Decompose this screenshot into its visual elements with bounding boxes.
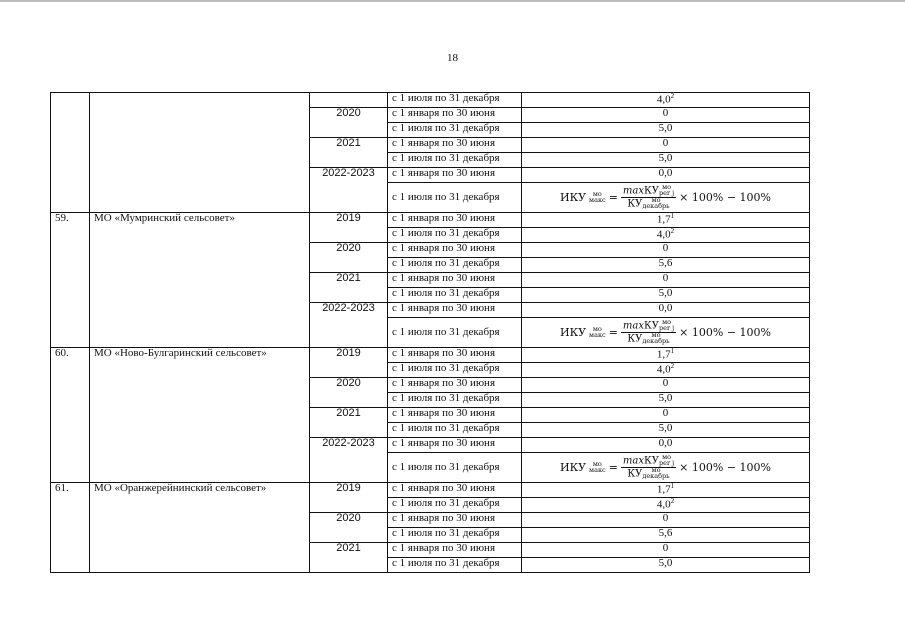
formula-num-sub: per j	[658, 459, 675, 468]
index-value: 1,7	[656, 348, 671, 361]
index-value-cell	[522, 498, 810, 513]
row-number-cell: 60.	[51, 348, 90, 483]
municipality-name-cell: МО «Ново-Булгаринский сельсовет»	[90, 348, 310, 483]
formula-lhs-sub: макс	[589, 465, 606, 474]
footnote-mark: 1	[670, 482, 675, 490]
municipality-name-cell	[90, 93, 310, 213]
formula-denominator	[625, 198, 671, 210]
year-cell: 2021	[310, 408, 388, 438]
index-value-cell	[522, 483, 810, 498]
period-cell: с 1 января по 30 июня	[388, 543, 522, 558]
year-cell: 2020	[310, 243, 388, 273]
index-value-cell	[522, 513, 810, 528]
index-value-cell	[522, 108, 810, 123]
formula-den-sup: мо	[651, 196, 661, 204]
index-value: 5,0	[658, 392, 673, 404]
formula-max: max	[622, 320, 644, 332]
index-value-cell	[522, 543, 810, 558]
formula-num-main: КУ	[644, 185, 659, 197]
formula-denominator	[625, 333, 671, 345]
top-border-line	[0, 0, 905, 2]
table-row	[51, 483, 810, 498]
footnote-mark: 2	[670, 92, 675, 100]
formula-num-sub: per j	[658, 189, 675, 198]
year-cell: 2021	[310, 273, 388, 303]
footnote-mark: 1	[670, 212, 675, 220]
period-cell: с 1 июля по 31 декабря	[388, 453, 522, 483]
period-cell: с 1 июля по 31 декабря	[388, 153, 522, 168]
index-value-cell	[522, 243, 810, 258]
period-cell: с 1 января по 30 июня	[388, 483, 522, 498]
period-cell: с 1 июля по 31 декабря	[388, 183, 522, 213]
formula-rhs: × 100% − 100%	[679, 461, 771, 474]
period-cell: с 1 января по 30 июня	[388, 378, 522, 393]
formula-max: max	[622, 185, 644, 197]
formula-den-indices	[642, 198, 669, 210]
index-value: 0	[662, 137, 669, 149]
formula-fraction	[621, 185, 676, 209]
index-value-cell	[522, 348, 810, 363]
index-value: 0,0	[658, 167, 673, 179]
index-value: 5,6	[658, 527, 673, 539]
footnote-mark: 1	[670, 347, 675, 355]
formula-lhs: ИКУ	[559, 326, 587, 339]
formula-rhs: × 100% − 100%	[679, 191, 771, 204]
period-cell: с 1 января по 30 июня	[388, 213, 522, 228]
row-number-cell: 61.	[51, 483, 90, 573]
formula-lhs-indices	[589, 189, 606, 204]
index-value: 0,0	[658, 302, 673, 314]
period-cell: с 1 июля по 31 декабря	[388, 558, 522, 573]
formula-lhs: ИКУ	[559, 191, 587, 204]
year-cell: 2022-2023	[310, 438, 388, 483]
period-cell: с 1 июля по 31 декабря	[388, 363, 522, 378]
index-value-cell	[522, 453, 810, 483]
municipality-name-cell: МО «Оранжерейнинский сельсовет»	[90, 483, 310, 573]
year-cell: 2022-2023	[310, 303, 388, 348]
index-value-cell	[522, 183, 810, 213]
period-cell: с 1 января по 30 июня	[388, 438, 522, 453]
formula-den-main: КУ	[627, 198, 643, 210]
index-value: 5,0	[658, 557, 673, 569]
index-value-cell	[522, 138, 810, 153]
formula-den-sup: мо	[651, 466, 661, 474]
index-value-cell	[522, 213, 810, 228]
formula-num-main: КУ	[644, 455, 659, 467]
index-value-cell	[522, 288, 810, 303]
formula-den-indices	[642, 468, 669, 480]
index-value: 1,7	[656, 213, 671, 226]
index-value: 5,0	[658, 152, 673, 164]
formula-num-sub: per j	[658, 324, 675, 333]
period-cell: с 1 января по 30 июня	[388, 348, 522, 363]
index-value: 4,0	[656, 363, 671, 376]
formula-rhs: × 100% − 100%	[679, 326, 771, 339]
formula-den-sub: декабрь	[642, 336, 670, 345]
index-value: 0	[662, 407, 669, 419]
formula-den-main: КУ	[627, 468, 643, 480]
index-value-cell	[522, 408, 810, 423]
formula-lhs-sub: макс	[589, 330, 606, 339]
period-cell: с 1 июля по 31 декабря	[388, 393, 522, 408]
year-cell: 2019	[310, 483, 388, 513]
year-cell: 2019	[310, 213, 388, 243]
period-cell: с 1 июля по 31 декабря	[388, 423, 522, 438]
formula-numerator	[621, 185, 676, 198]
formula-lhs-sup: мо	[592, 189, 602, 198]
index-value: 0	[662, 242, 669, 254]
formula-num-sup: мо	[662, 453, 672, 462]
footnote-mark: 2	[670, 362, 675, 370]
row-number-cell	[51, 93, 90, 213]
formula-den-indices	[642, 333, 669, 345]
year-cell: 2020	[310, 108, 388, 138]
index-value: 5,0	[658, 287, 673, 299]
formula-lhs-sup: мо	[592, 324, 602, 333]
formula-lhs-sub: макс	[589, 195, 606, 204]
formula-max: max	[622, 455, 644, 467]
index-value: 4,0	[656, 93, 671, 106]
index-value: 0	[662, 272, 669, 284]
period-cell: с 1 июля по 31 декабря	[388, 258, 522, 273]
index-value: 4,0	[656, 228, 671, 241]
formula-num-sup: мо	[662, 183, 672, 192]
index-value: 0	[662, 107, 669, 119]
index-value: 0	[662, 377, 669, 389]
period-cell: с 1 июля по 31 декабря	[388, 288, 522, 303]
period-cell: с 1 января по 30 июня	[388, 303, 522, 318]
footnote-mark: 2	[670, 227, 675, 235]
period-cell: с 1 января по 30 июня	[388, 513, 522, 528]
index-value: 0	[662, 512, 669, 524]
formula-ikumaks	[560, 320, 771, 344]
index-value-cell	[522, 123, 810, 138]
year-cell: 2022-2023	[310, 168, 388, 213]
index-value-cell	[522, 303, 810, 318]
formula-ikumaks	[560, 455, 771, 479]
period-cell: с 1 января по 30 июня	[388, 138, 522, 153]
period-cell: с 1 января по 30 июня	[388, 408, 522, 423]
index-value-cell	[522, 318, 810, 348]
formula-fraction	[621, 320, 676, 344]
period-cell: с 1 июля по 31 декабря	[388, 93, 522, 108]
formula-numerator	[621, 455, 676, 468]
table-row	[51, 348, 810, 363]
period-cell: с 1 января по 30 июня	[388, 168, 522, 183]
index-value-cell	[522, 273, 810, 288]
year-cell: 2020	[310, 513, 388, 543]
formula-denominator	[625, 468, 671, 480]
index-value-cell	[522, 168, 810, 183]
year-cell	[310, 93, 388, 108]
year-cell: 2019	[310, 348, 388, 378]
index-value: 5,6	[658, 257, 673, 269]
formula-num-indices	[659, 320, 674, 332]
municipality-name-cell: МО «Мумринский сельсовет»	[90, 213, 310, 348]
index-value: 5,0	[658, 122, 673, 134]
period-cell: с 1 июля по 31 декабря	[388, 123, 522, 138]
period-cell: с 1 июля по 31 декабря	[388, 498, 522, 513]
formula-fraction	[621, 455, 676, 479]
formula-den-sub: декабрь	[642, 471, 670, 480]
year-cell: 2021	[310, 138, 388, 168]
index-value: 1,7	[656, 483, 671, 496]
formula-lhs: ИКУ	[559, 461, 587, 474]
formula-den-main: КУ	[627, 333, 643, 345]
index-value: 4,0	[656, 498, 671, 511]
index-value-cell	[522, 528, 810, 543]
page-number: 18	[447, 52, 458, 64]
period-cell: с 1 июля по 31 декабря	[388, 318, 522, 348]
formula-equals: =	[608, 461, 618, 474]
index-value-cell	[522, 438, 810, 453]
index-value-cell	[522, 93, 810, 108]
index-value-cell	[522, 363, 810, 378]
index-value-cell	[522, 228, 810, 243]
row-number-cell: 59.	[51, 213, 90, 348]
formula-num-indices	[659, 455, 674, 467]
period-cell: с 1 июля по 31 декабря	[388, 528, 522, 543]
formula-lhs-indices	[589, 459, 606, 474]
formula-num-main: КУ	[644, 320, 659, 332]
year-cell: 2021	[310, 543, 388, 573]
period-cell: с 1 января по 30 июня	[388, 108, 522, 123]
period-cell: с 1 июля по 31 декабря	[388, 228, 522, 243]
formula-equals: =	[608, 326, 618, 339]
formula-lhs-indices	[589, 324, 606, 339]
formula-num-indices	[659, 185, 674, 197]
tariff-index-table	[50, 92, 810, 573]
index-value-cell	[522, 423, 810, 438]
formula-den-sup: мо	[651, 331, 661, 339]
formula-lhs-sup: мо	[592, 459, 602, 468]
period-cell: с 1 января по 30 июня	[388, 243, 522, 258]
period-cell: с 1 января по 30 июня	[388, 273, 522, 288]
index-value: 0	[662, 542, 669, 554]
index-value-cell	[522, 258, 810, 273]
table-row	[51, 93, 810, 108]
year-cell: 2020	[310, 378, 388, 408]
index-value: 5,0	[658, 422, 673, 434]
formula-den-sub: декабрь	[642, 201, 670, 210]
index-value: 0,0	[658, 437, 673, 449]
index-value-cell	[522, 378, 810, 393]
table-row	[51, 213, 810, 228]
formula-equals: =	[608, 191, 618, 204]
index-value-cell	[522, 153, 810, 168]
footnote-mark: 2	[670, 497, 675, 505]
index-value-cell	[522, 558, 810, 573]
index-value-cell	[522, 393, 810, 408]
formula-num-sup: мо	[662, 318, 672, 327]
formula-ikumaks	[560, 185, 771, 209]
formula-numerator	[621, 320, 676, 333]
